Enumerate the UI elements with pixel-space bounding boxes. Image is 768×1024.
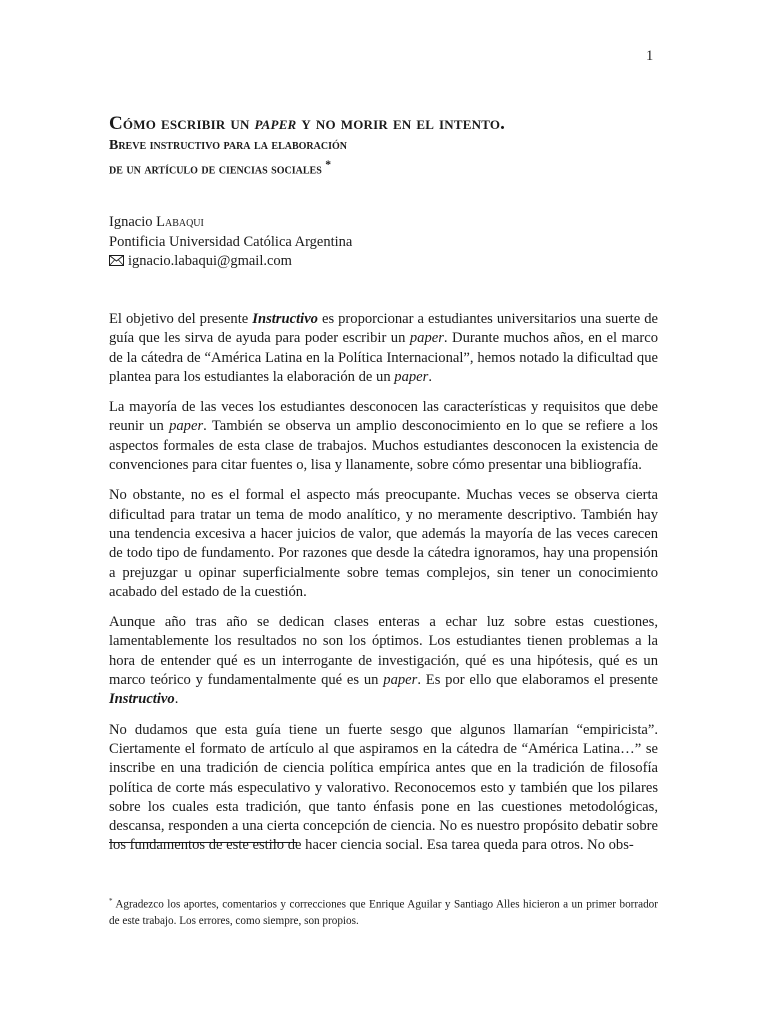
author-last-name: Labaqui	[156, 214, 204, 230]
p2-text-1: La mayoría de las veces los estudiantes desconocen las características y requisitos que debe reunir un	[109, 399, 658, 435]
author-email: ignacio.labaqui@gmail.com	[128, 253, 292, 269]
paper-title	[109, 112, 669, 136]
paragraph-1	[109, 310, 658, 387]
p1-text-1: El objetivo del presente	[109, 311, 253, 327]
paragraph-4	[109, 613, 658, 709]
p4-italic-paper: paper	[383, 672, 418, 689]
p1-text-2: es proporcionar a estudiantes universitarios una suerte de guía que les sirva de ayuda para poder escribir un	[109, 311, 659, 347]
subtitle-line-2	[109, 155, 669, 180]
author-affiliation: Pontificia Universidad Católica Argentina	[109, 233, 353, 250]
footnote-text: Agradezco los aportes, comentarios y correcciones que Enrique Aguilar y Santiago Alles hicieron a un primer borrador de este trabajo. Los errores, como siempre, son propios.	[109, 898, 658, 927]
p1-italic-paper-2: paper	[394, 368, 429, 385]
p1-text-3: . Durante muchos años, en el marco de la cátedra de “América Latina en la Política Internacional”, hemos notado la dificultad que plantea para los estudiantes la elaboración de un	[109, 330, 658, 385]
subtitle-line-1: Breve instructivo para la elaboración	[109, 138, 347, 153]
footnote	[109, 893, 658, 929]
footnote-mark: *	[109, 897, 113, 905]
p4-emphasis-instructivo: Instructivo	[109, 691, 175, 708]
p4-text-1: Aunque año tras año se dedican clases enteras a echar luz sobre estas cuestiones, lamentablemente los resultados no son los óptimos. Los estudiantes tienen problemas a la hora de entender qué es un interrogante de investigación, qué es una hipótesis, qué es un marco teórico y fundamentalmente qué es un	[109, 614, 658, 689]
title-italic: paper	[254, 113, 297, 134]
envelope-icon	[109, 253, 124, 273]
p1-emphasis-instructivo: Instructivo	[252, 311, 318, 327]
title-part-2: y no morir en el intento.	[296, 113, 506, 134]
p3-text-1: No obstante, no es el formal el aspecto más preocupante. Muchas veces se observa cierta dificultad para tratar un tema de modo analítico, y no meramente descriptivo. También hay una tendencia excesiva a hacer juicios de valor, que además la mayoría de las veces carecen de todo tipo de fundamento. Por razones que desde la cátedra ignoramos, hay una propensión a prejuzgar u opinar superficialmente sobre temas complejos, sin tener un conocimiento acabado del estado de la cuestión.	[109, 487, 658, 600]
page-number: 1	[646, 48, 654, 64]
footnote-divider	[109, 842, 297, 843]
title-block	[109, 112, 669, 180]
paragraph-2	[109, 398, 658, 475]
p4-text-2: . Es por ello que elaboramos el presente	[417, 672, 658, 689]
author-name	[109, 213, 352, 233]
footnote-reference-mark: *	[325, 158, 332, 171]
p2-text-2: . También se observa un amplio desconocimiento en lo que se refiere a los aspectos formales de esta clase de trabajos. Muchos estudiantes desconocen la existencia de convenciones para citar fuentes o, lisa y llanamente, sobre cómo presentar una bibliografía.	[109, 418, 658, 474]
p1-italic-paper-1: paper	[409, 330, 444, 347]
body-text	[109, 310, 658, 867]
paragraph-5	[109, 721, 658, 856]
p5-text-1: No dudamos que esta guía tiene un fuerte sesgo que algunos llamarían “empiricista”. Ciertamente el formato de artículo al que aspiramos en la cátedra de “América Latina…” se inscribe en una tradición de ciencia política empírica antes que en la tradición de filosofía política de corte más especulativo y valorativo. Reconocemos esto y también que los pilares sobre los cuales esta tradición, que tanto énfasis pone en las cuestiones metodológicas, descansa, responden a una cierta concepción de ciencia. No es nuestro propósito debatir sobre los fundamentos de este estilo de hacer ciencia social. Esa tarea queda para otros. No obs-	[109, 721, 658, 854]
paragraph-3	[109, 486, 658, 602]
author-email-line	[109, 252, 352, 273]
p4-text-3: .	[174, 691, 179, 708]
subtitle-line-2-text: de un artículo de ciencias sociales	[109, 162, 322, 178]
author-block	[109, 213, 352, 273]
title-part-1: Cómo escribir un	[109, 113, 255, 134]
p1-text-4: .	[428, 368, 432, 385]
p2-italic-paper: paper	[169, 418, 204, 435]
author-first-name: Ignacio	[109, 214, 153, 230]
